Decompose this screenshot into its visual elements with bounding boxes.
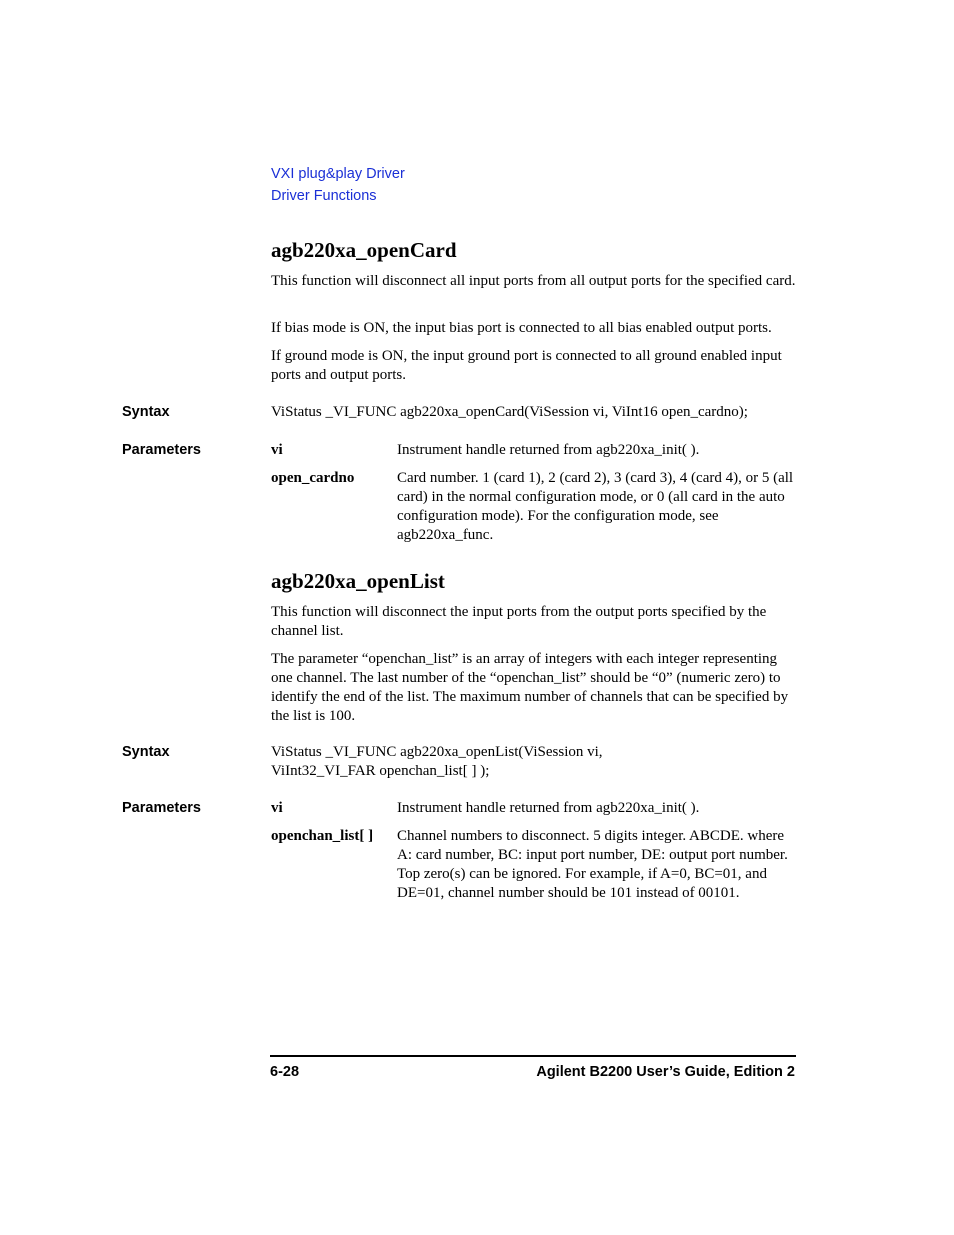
- opencard-param-desc-vi: Instrument handle returned from agb220xa_init( ).: [397, 442, 700, 458]
- opencard-syntax-label: Syntax: [122, 404, 170, 420]
- openlist-param-name-vi: vi: [271, 800, 283, 816]
- section-title-openlist: agb220xa_openList: [271, 569, 445, 593]
- section-title-opencard: agb220xa_openCard: [271, 238, 457, 262]
- opencard-paragraph-3: If ground mode is ON, the input ground port is connected to all ground enabled input ports and output ports.: [271, 348, 782, 383]
- footer-guide-title: Agilent B2200 User’s Guide, Edition 2: [536, 1064, 795, 1080]
- openlist-syntax-line-2: ViInt32_VI_FAR openchan_list[ ] );: [271, 763, 490, 779]
- footer-page-number: 6-28: [270, 1064, 300, 1080]
- breadcrumb-link-vxi-driver[interactable]: VXI plug&play Driver: [271, 166, 405, 182]
- opencard-param-name-vi: vi: [271, 442, 283, 458]
- opencard-parameters-label: Parameters: [122, 442, 201, 458]
- opencard-paragraph-2: If bias mode is ON, the input bias port is connected to all bias enabled output ports.: [271, 320, 772, 336]
- footer-rule: [270, 1055, 796, 1057]
- openlist-syntax-line-1: ViStatus _VI_FUNC agb220xa_openList(ViSession vi,: [271, 744, 603, 760]
- openlist-param-desc-openchan-list: Channel numbers to disconnect. 5 digits integer. ABCDE. where A: card number, BC: input port number, DE: output port number. Top zero(s) can be ignored. For example, if A=0, BC=01, and DE=01, channel number should be 101 instead of 00101.: [397, 828, 788, 901]
- openlist-paragraph-1: This function will disconnect the input ports from the output ports specified by the channel list.: [271, 604, 767, 639]
- opencard-param-name-open-cardno: open_cardno: [271, 470, 355, 486]
- openlist-syntax-label: Syntax: [122, 744, 170, 760]
- opencard-syntax: ViStatus _VI_FUNC agb220xa_openCard(ViSession vi, ViInt16 open_cardno);: [271, 404, 748, 420]
- openlist-param-desc-vi: Instrument handle returned from agb220xa_init( ).: [397, 800, 700, 816]
- breadcrumb-link-driver-functions[interactable]: Driver Functions: [271, 188, 377, 204]
- openlist-paragraph-2: The parameter “openchan_list” is an array of integers with each integer representing one channel. The last number of the “openchan_list” should be “0” (numeric zero) to identify the end of the list. The maximum number of channels that can be specified by the list is 100.: [271, 651, 789, 724]
- openlist-parameters-label: Parameters: [122, 800, 201, 816]
- opencard-param-desc-open-cardno: Card number. 1 (card 1), 2 (card 2), 3 (card 3), 4 (card 4), or 5 (all card) in the normal configuration mode, or 0 (all card in the auto configuration mode). For the configuration mode, see agb220xa_func.: [397, 470, 794, 543]
- opencard-paragraph-1: This function will disconnect all input ports from all output ports for the specified card.: [271, 273, 796, 289]
- openlist-param-name-openchan-list: openchan_list[ ]: [271, 828, 374, 844]
